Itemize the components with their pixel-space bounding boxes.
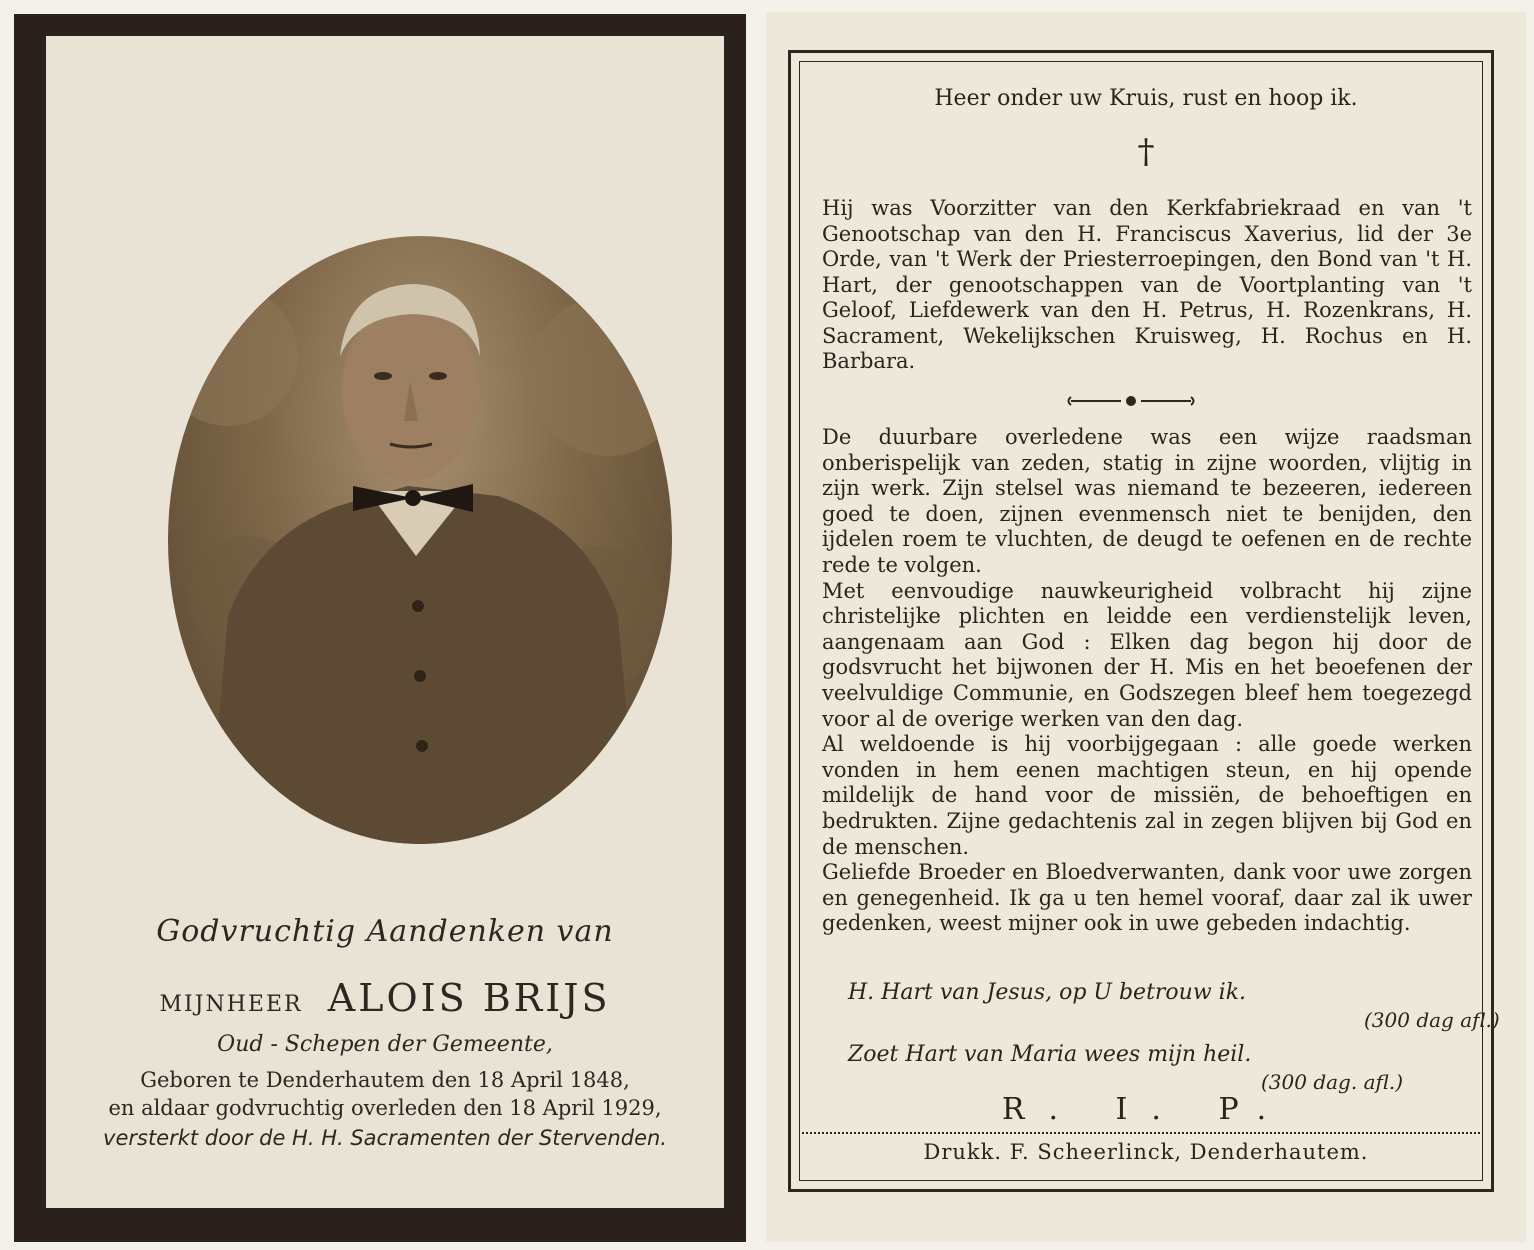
cross-icon: † [1137, 132, 1155, 172]
membership-paragraph: Hij was Voorzitter van den Kerkfabriekraad en van 't Genootschap van den H. Franciscus Xaverius, lid der 3e Orde, van 't Werk der Priesterroepingen, den Bond van 't H. Hart, der genootschappen van de Voortplanting van 't Geloof, Liefdewerk van den H. Petrus, H. Rozenkrans, H. Sacrament, Wekelijkschen Kruisweg, H. Rochus en H. Barbara. [822, 196, 1472, 373]
name-prefix: MIJNHEER [159, 992, 303, 1017]
dotted-divider [802, 1132, 1480, 1134]
rip-text: R. I. P. [1001, 1092, 1291, 1127]
motto: Heer onder uw Kruis, rust en hoop ik. [934, 86, 1358, 111]
deceased-role: Oud - Schepen der Gemeente, [217, 1032, 553, 1057]
portrait-photo [168, 236, 672, 844]
indulgence-note-2: (300 dag. afl.) [1261, 1070, 1404, 1094]
deceased-name-line [46, 976, 724, 1020]
card-front-panel [46, 36, 724, 1208]
biography-paragraph: De duurbare overledene was een wijze raadsman onberispelijk van zeden, statig in zijne woorden, vlijtig in zijn werk. Zijn stelsel was niemand te bezeeren, iedereen goed te doen, zijnen evenmensch niet te benijden, den ijdelen roem te vluchten, de deugd te oefenen en de rechte rede te volgen. Met eenvoudige nauwkeurigheid volbracht hij zijne christelijke plichten en leidde een verdienstelijk leven, aangenaam aan God : Elken dag begon hij door de godsvrucht het bijwonen der H. Mis en het beoefenen der veelvuldige Communie, en Godszegen bleef hem toegezegd voor al de overige werken van den dag. Al weldoende is hij voorbijgegaan : alle goede werken vonden in hem eenen machtigen steun, en hij opende mildelijk de hand voor de missiën, de behoeftigen en bedrukten. Zijne gedachtenis zal in zegen blijven bij God en de menschen. Geliefde Broeder en Bloedverwanten, dank voor uwe zorgen en genegenheid. Ik ga u ten hemel vooraf, daar zal ik uwer gedenken, weest mijner ook in uwe gebeden indachtig. [822, 425, 1472, 936]
deceased-name: ALOIS BRIJS [327, 976, 611, 1020]
memorial-card-front [14, 14, 746, 1242]
prayer-mary: Zoet Hart van Maria wees mijn heil. [848, 1042, 1252, 1067]
prayer-sacred-heart: H. Hart van Jesus, op U betrouw ik. [848, 980, 1247, 1005]
death-info: en aldaar godvruchtig overleden den 18 April 1929, [108, 1096, 662, 1120]
sacraments-note: versterkt door de H. H. Sacramenten der Stervenden. [103, 1126, 667, 1150]
ornament-divider-icon [1066, 392, 1196, 410]
card-title: Godvruchtig Aandenken van [156, 914, 614, 949]
indulgence-note-1: (300 dag afl.) [1364, 1008, 1500, 1032]
printer-credit: Drukk. F. Scheerlinck, Denderhautem. [923, 1140, 1369, 1164]
memorial-card-back [766, 12, 1526, 1242]
portrait-illustration [168, 236, 672, 844]
birth-info: Geboren te Denderhautem den 18 April 1848, [140, 1068, 630, 1092]
